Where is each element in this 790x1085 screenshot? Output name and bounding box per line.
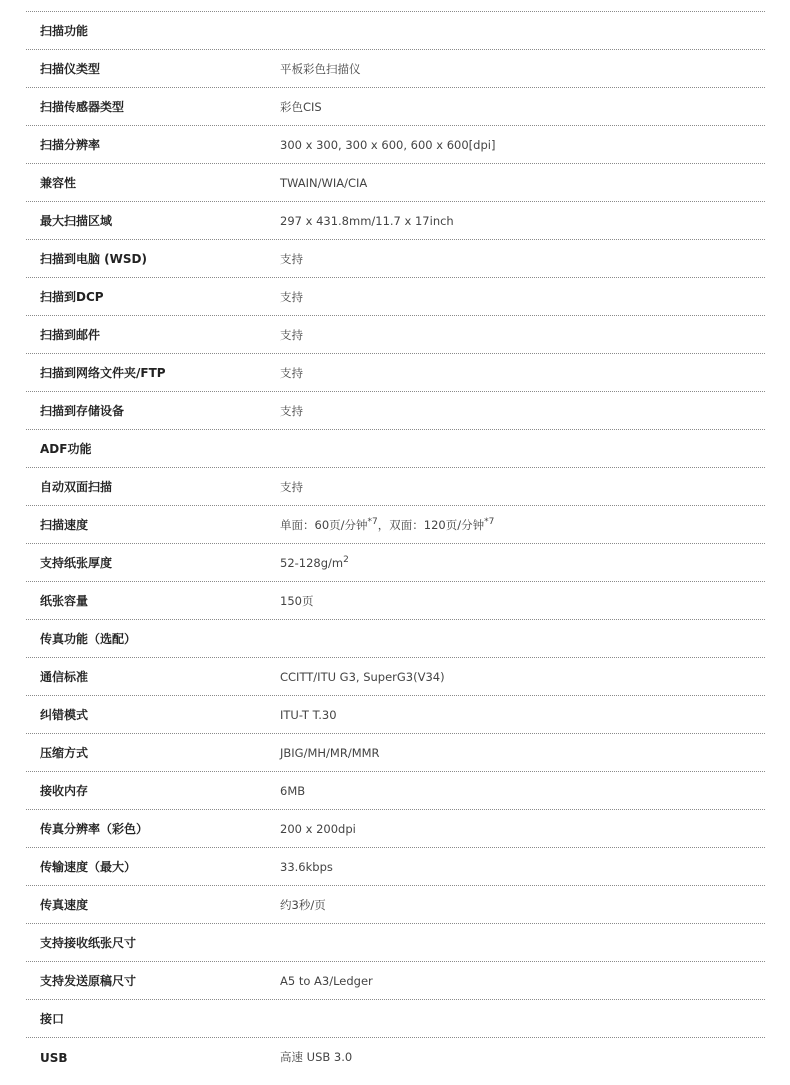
spec-value: 平板彩色扫描仪 <box>280 61 361 76</box>
spec-label: 接口 <box>40 1012 65 1026</box>
spec-value: 约3秒/页 <box>280 897 326 912</box>
spec-value: ITU-T T.30 <box>280 707 337 722</box>
spec-row <box>26 1037 765 1065</box>
scan-speed-duplex: ，双面：120页/分钟 <box>377 517 485 532</box>
scan-speed-simplex: 单面：60页/分钟 <box>280 517 368 532</box>
spec-row <box>26 581 765 619</box>
spec-row <box>26 163 765 201</box>
spec-row <box>26 657 765 695</box>
spec-row <box>26 505 765 543</box>
superscript-exponent: 2 <box>343 554 349 565</box>
spec-row <box>26 619 765 657</box>
spec-label: ADF功能 <box>40 442 92 456</box>
spec-label: USB <box>40 1051 68 1065</box>
spec-value: JBIG/MH/MR/MMR <box>280 745 380 760</box>
footnote-marker: *7 <box>367 516 378 527</box>
spec-value: 33.6kbps <box>280 859 333 874</box>
spec-row <box>26 961 765 999</box>
footnote-marker: *7 <box>484 516 495 527</box>
spec-row <box>26 49 765 87</box>
spec-row <box>26 923 765 961</box>
spec-label: 最大扫描区域 <box>40 214 113 228</box>
spec-label: 支持发送原稿尺寸 <box>40 974 137 988</box>
spec-label: 扫描到存储设备 <box>40 404 125 418</box>
spec-label: 纸张容量 <box>40 594 89 608</box>
spec-value: 高速 USB 3.0 <box>280 1050 353 1064</box>
spec-value: 300 x 300, 300 x 600, 600 x 600[dpi] <box>280 137 496 152</box>
spec-row <box>26 353 765 391</box>
spec-value: 支持 <box>280 327 303 342</box>
spec-label: 扫描到网络文件夹/FTP <box>40 366 166 380</box>
spec-row <box>26 201 765 239</box>
spec-value: A5 to A3/Ledger <box>280 973 373 988</box>
spec-value: 297 x 431.8mm/11.7 x 17inch <box>280 213 454 228</box>
spec-table <box>26 11 765 1065</box>
paper-weight-range: 52-128g/m <box>280 555 344 570</box>
spec-row <box>26 885 765 923</box>
spec-row <box>26 125 765 163</box>
spec-row <box>26 543 765 581</box>
spec-row <box>26 11 765 49</box>
spec-value <box>280 517 765 533</box>
spec-value <box>280 556 765 570</box>
spec-value: 彩色CIS <box>280 99 322 114</box>
spec-row <box>26 391 765 429</box>
spec-label: 兼容性 <box>40 176 77 190</box>
spec-value: 200 x 200dpi <box>280 821 356 836</box>
spec-value: 支持 <box>280 365 303 380</box>
spec-label: 自动双面扫描 <box>40 480 113 494</box>
spec-row <box>26 87 765 125</box>
spec-row <box>26 999 765 1037</box>
spec-value: CCITT/ITU G3, SuperG3(V34) <box>280 669 445 684</box>
spec-label: 传真分辨率（彩色） <box>40 822 149 836</box>
spec-label: 通信标准 <box>40 670 89 684</box>
spec-label: 支持纸张厚度 <box>40 556 113 570</box>
spec-row <box>26 277 765 315</box>
spec-label: 纠错模式 <box>40 708 89 722</box>
spec-value: 支持 <box>280 479 303 494</box>
spec-label: 压缩方式 <box>40 746 89 760</box>
spec-row <box>26 695 765 733</box>
spec-label: 扫描仪类型 <box>40 62 101 76</box>
spec-value: 支持 <box>280 251 303 266</box>
spec-label: 接收内存 <box>40 784 89 798</box>
spec-row <box>26 239 765 277</box>
spec-label: 传真速度 <box>40 898 89 912</box>
spec-label: 扫描到电脑 (WSD) <box>40 252 147 266</box>
spec-label: 支持接收纸张尺寸 <box>40 936 137 950</box>
spec-value: 6MB <box>280 783 306 798</box>
spec-label: 扫描到邮件 <box>40 328 101 342</box>
spec-row <box>26 429 765 467</box>
spec-label: 扫描速度 <box>40 518 89 532</box>
spec-label: 扫描到DCP <box>40 290 104 304</box>
spec-row <box>26 467 765 505</box>
spec-label: 扫描分辨率 <box>40 138 101 152</box>
spec-row <box>26 847 765 885</box>
spec-value: 支持 <box>280 403 303 418</box>
spec-label: 扫描功能 <box>40 24 89 38</box>
spec-label: 传真功能（选配） <box>40 632 137 646</box>
spec-row <box>26 809 765 847</box>
spec-value: 150页 <box>280 593 314 608</box>
spec-label: 扫描传感器类型 <box>40 100 125 114</box>
spec-value: 支持 <box>280 289 303 304</box>
spec-label: 传输速度（最大） <box>40 860 137 874</box>
spec-row <box>26 315 765 353</box>
spec-row <box>26 733 765 771</box>
spec-row <box>26 771 765 809</box>
spec-value: TWAIN/WIA/CIA <box>280 175 368 190</box>
